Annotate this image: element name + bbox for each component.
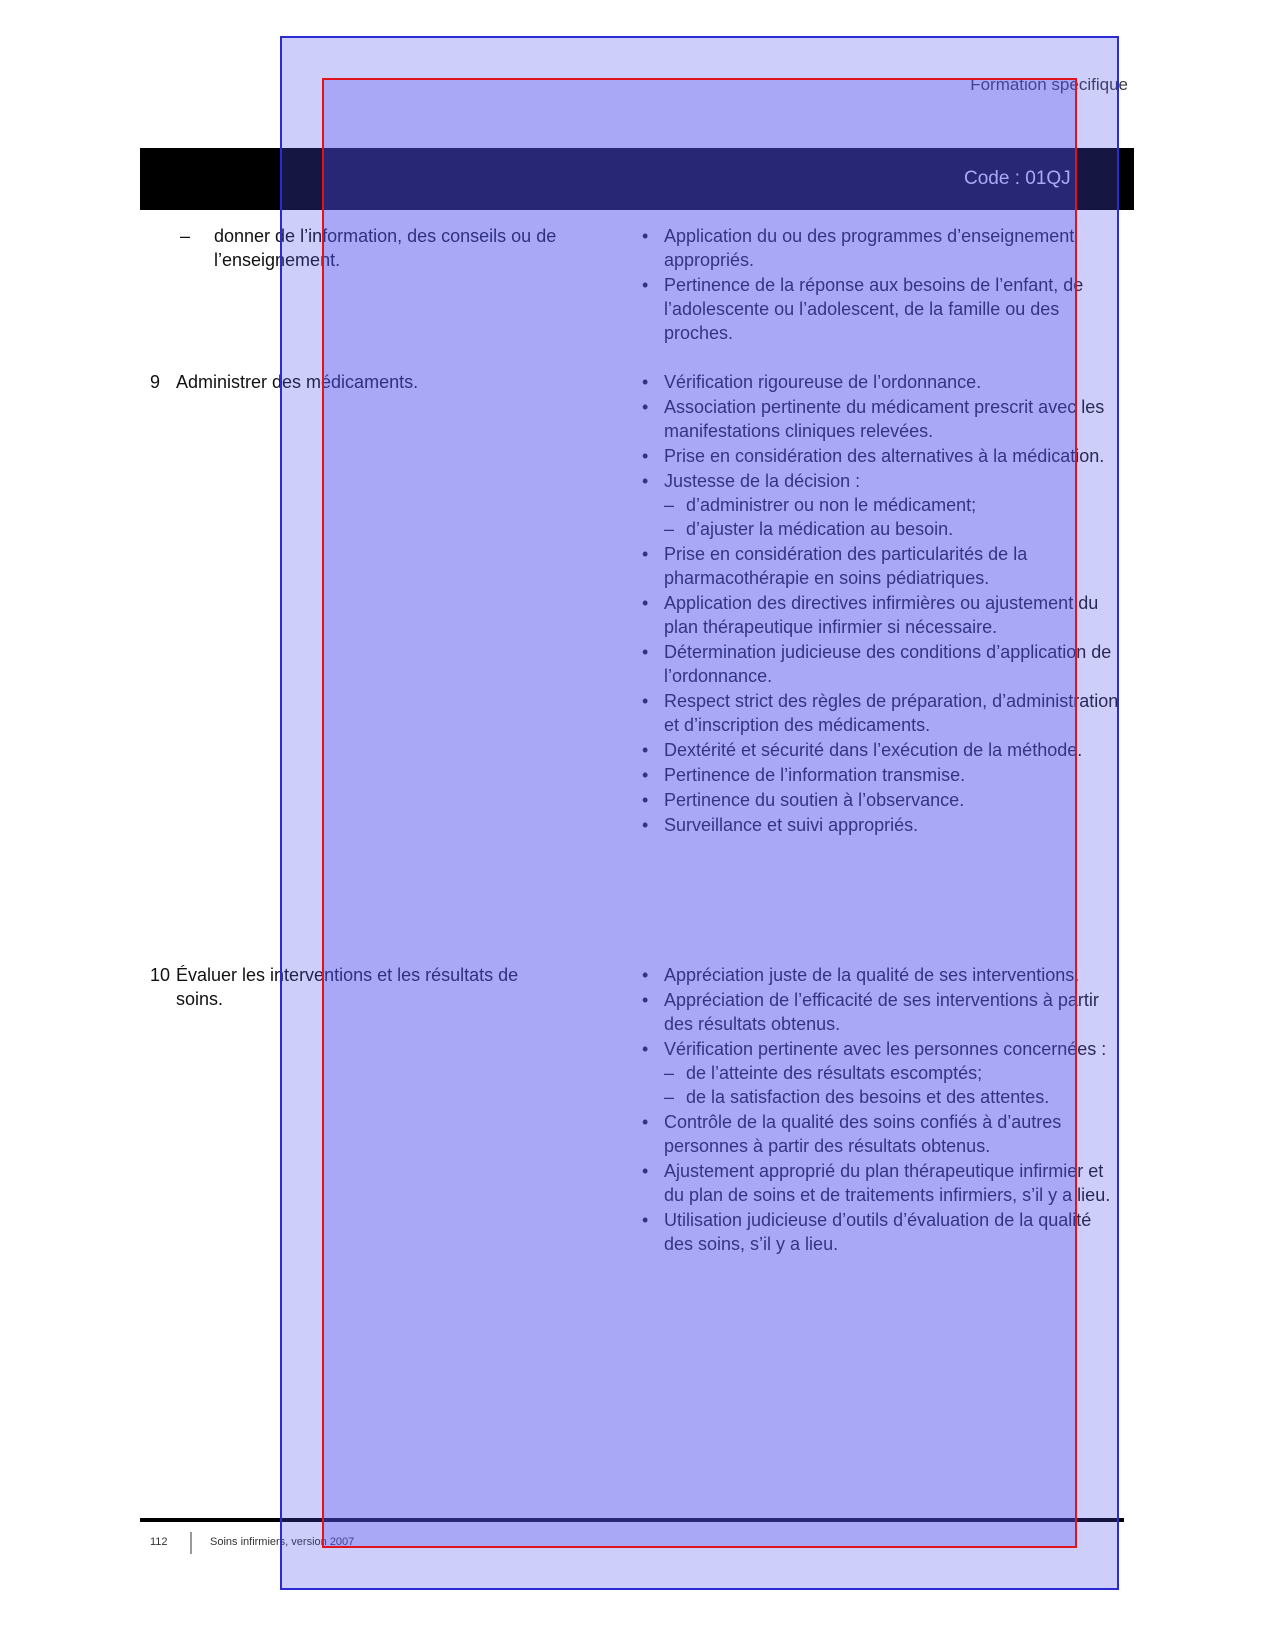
criterion-item: • Appréciation de l’efficacité de ses interventions à partir des résultats obtenus. [642,988,1122,1036]
element-10 [150,963,620,1011]
program-code: Code : 01QJ [964,168,1071,189]
dash-bullet: – [664,495,675,515]
criterion-item: • Pertinence de la réponse aux besoins de l’enfant, de l’adolescente ou l’adolescent, de la famille ou des proches. [642,273,1122,345]
document-title: Soins infirmiers, version 2007 [210,1536,355,1548]
criterion-item: • Application du ou des programmes d’enseignement appropriés. [642,224,1122,272]
running-header-title: Formation spécifique [970,75,1128,94]
sub-criterion-text: de l’atteinte des résultats escomptés; [686,1063,983,1083]
criterion-item [642,469,1122,541]
criterion-item: • Application des directives infirmières ou ajustement du plan thérapeutique infirmier si nécessaire. [642,591,1122,639]
continuation-left [180,224,620,272]
sub-criterion [664,493,1122,517]
page-number: 112 [150,1536,168,1548]
sub-criterion [664,517,1122,541]
criterion-item: • Prise en considération des particularités de la pharmacothérapie en soins pédiatriques. [642,542,1122,590]
element-label: Évaluer les interventions et les résultats de [176,965,519,985]
criterion-text: Justesse de la décision : [664,471,861,491]
criterion-item: • Détermination judicieuse des conditions d’application de l’ordonnance. [642,640,1122,688]
sub-criterion-text: de la satisfaction des besoins et des attentes. [686,1087,1050,1107]
dash-bullet: – [180,226,191,246]
element-9 [150,370,620,394]
criterion-item: • Surveillance et suivi appropriés. [642,813,1122,837]
sub-criterion [664,1061,1122,1085]
criteria-list-top [642,224,1122,346]
dash-bullet: – [664,1087,675,1107]
sub-criterion-text: d’ajuster la médication au besoin. [686,519,954,539]
criterion-item: • Association pertinente du médicament prescrit avec les manifestations cliniques relevées. [642,395,1122,443]
element-label: Administrer des médicaments. [176,372,419,392]
sub-criterion [664,1085,1122,1109]
criterion-item: • Pertinence du soutien à l’observance. [642,788,1122,812]
criterion-item [642,1037,1122,1109]
continuation-line: l’enseignement. [214,250,341,270]
criterion-item: • Contrôle de la qualité des soins confiés à d’autres personnes à partir des résultats obtenus. [642,1110,1122,1158]
criterion-item: • Respect strict des règles de préparation, d’administration et d’inscription des médicaments. [642,689,1122,737]
footer-rule [140,1518,1124,1522]
criterion-item: • Appréciation juste de la qualité de ses interventions. [642,963,1122,987]
criterion-text: Vérification pertinente avec les personnes concernées : [664,1039,1107,1059]
criterion-item: • Pertinence de l’information transmise. [642,763,1122,787]
criteria-list-9 [642,370,1122,838]
footer-separator [190,1532,192,1554]
criteria-list-10 [642,963,1122,1257]
criterion-item: • Ajustement approprié du plan thérapeutique infirmier et du plan de soins et de traitements infirmiers, s’il y a lieu. [642,1159,1122,1207]
continuation-line: donner de l’information, des conseils ou de [214,226,557,246]
sub-criterion-text: d’administrer ou non le médicament; [686,495,977,515]
criterion-item: • Dextérité et sécurité dans l’exécution de la méthode. [642,738,1122,762]
criterion-item: • Vérification rigoureuse de l’ordonnance. [642,370,1122,394]
criterion-item: • Prise en considération des alternatives à la médication. [642,444,1122,468]
element-number: 10 [150,965,171,985]
dash-bullet: – [664,519,675,539]
dash-bullet: – [664,1063,675,1083]
element-number: 9 [150,372,161,392]
criterion-item: • Utilisation judicieuse d’outils d’évaluation de la qualité des soins, s’il y a lieu. [642,1208,1122,1256]
element-label-cont: soins. [176,989,224,1009]
